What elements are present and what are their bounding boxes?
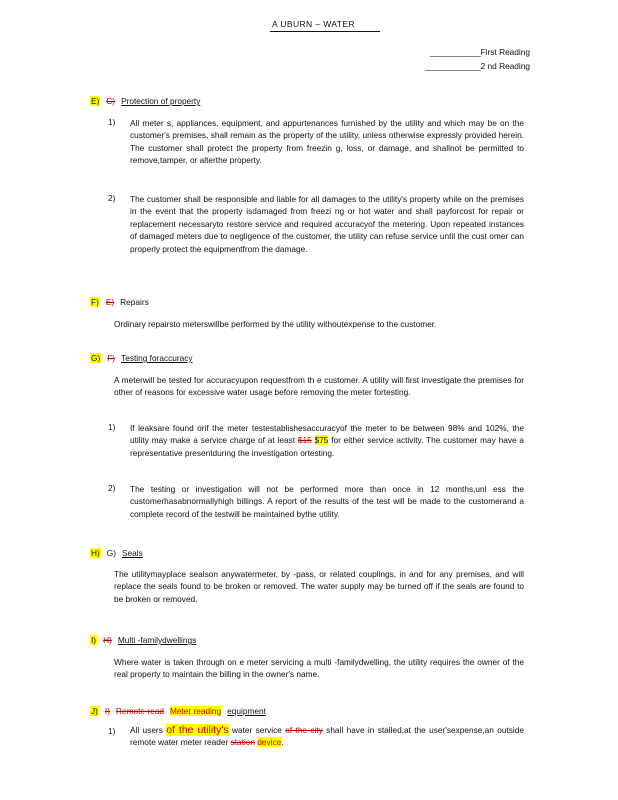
section-e-header — [90, 96, 200, 106]
section-letter-new: I) — [91, 635, 97, 645]
deleted-text: of the city — [285, 725, 323, 735]
item-text: shall have in stalled,at the user'sexpense,an outside remote water meter reader — [130, 725, 524, 748]
item-text: water service — [231, 725, 282, 735]
section-f-paragraph: Ordinary repairsto meterswillbe performed by the utility withoutexpense to the customer. — [114, 319, 437, 329]
item-number: 1) — [108, 726, 116, 736]
section-heading: Protection of property — [121, 96, 201, 106]
title-underline — [270, 31, 380, 32]
section-g-item-2: The testing or investigation will not be performed more than once in 12 months,unl ess the customerhasabnormallyhigh billings. A report of the results of the test will be made to the customerand a complete record of the testwill be maintained bythe utility. — [130, 484, 524, 519]
item-text: All users — [130, 725, 163, 735]
section-g-item-1 — [130, 422, 524, 459]
section-letter-old: E) — [105, 297, 115, 307]
item-number: 1) — [108, 117, 116, 127]
section-i-header — [90, 635, 196, 645]
inserted-text: of the utility's — [166, 724, 229, 736]
section-e-item-1: All meter s, appliances, equipment, and appurtenances furnished by the utility and which may be on the customer's premises, shall remain as the property of the utility, unless otherwise expressly provided herein. The customer shall protect the property from freezin g, loss, or damage, and shallnot be permitted to remove,tamper, or alterthe property. — [130, 118, 524, 166]
section-j-item-1 — [130, 724, 524, 749]
section-heading: Testing foraccuracy — [121, 353, 193, 363]
section-e-item-2: The customer shall be responsible and liable for all damages to the utility's property while on the premises in the event that the property isdamaged from freezi ng or hot water and shall payforcost for repair or replacement necessaryto restore service and required accuracyof the metering. Upon repeated instances of damaged meters due to negligence of the customer, the utility can refuse service until the cust omer can properly protect the equipmentfrom the damage. — [130, 194, 524, 254]
section-g-paragraph: A meterwill be tested for accuracyupon requestfrom th e customer. A utility will first investigate the premises for other of reasons for excessive water usage before removing the meter fortesting. — [114, 375, 524, 398]
first-reading-line: ___________First Reading — [429, 47, 530, 57]
section-heading: Seals — [121, 548, 143, 558]
item-number: 2) — [108, 193, 116, 203]
section-letter-old: G) — [106, 548, 116, 558]
inserted-heading: Meter reading — [169, 706, 222, 716]
section-i-paragraph: Where water is taken through on e meter servicing a multi -familydwelling, the utility requires the owner of the real property to maintain the billing in the owner's name. — [114, 657, 524, 680]
section-letter-old: C) — [106, 96, 116, 106]
item-number: 2) — [108, 483, 116, 493]
section-letter-old: H) — [103, 635, 112, 645]
section-heading: Multi -familydwellings — [117, 635, 197, 645]
inserted-amount: $75 — [314, 435, 329, 446]
section-h-header — [90, 548, 143, 558]
section-letter-old: F) — [107, 353, 116, 363]
section-letter-new: F) — [91, 297, 99, 307]
section-heading: equipment — [227, 706, 266, 716]
section-f-header — [90, 297, 149, 307]
deleted-heading: Remote read — [116, 706, 164, 716]
inserted-text: device — [257, 737, 282, 748]
document-title: A UBURN – WATER — [272, 19, 355, 29]
second-reading-line: ____________2 nd Reading — [425, 61, 530, 71]
section-g-header — [90, 353, 193, 363]
section-h-paragraph: The utilitymayplace sealson anywatermeter, by -pass, or related couplings, in and for any premises, and will replace the seals found to be broken or removed. The water supply may be turned off if the seals are found to be broken or removed. — [114, 569, 524, 604]
section-j-header — [90, 706, 266, 716]
item-text: If leaksare found orif the meter testestablishesaccuracyof the meter to be between 98% and 102%, the utility may make a service charge of at least — [130, 423, 524, 446]
section-letter-new: E) — [91, 96, 100, 106]
section-letter-old: I) — [104, 706, 110, 716]
item-number: 1) — [108, 422, 116, 432]
item-text: . — [281, 737, 284, 748]
section-letter-new: H) — [91, 548, 100, 558]
deleted-amount: $15 — [297, 435, 312, 446]
section-heading: Repairs — [120, 297, 149, 307]
deleted-text: station — [230, 737, 255, 748]
section-letter-new: G) — [91, 353, 101, 363]
item-text: for either service activity. The customer may have a representative presentduring the investigation ortesting. — [130, 435, 525, 458]
section-letter-new: J) — [91, 706, 98, 716]
